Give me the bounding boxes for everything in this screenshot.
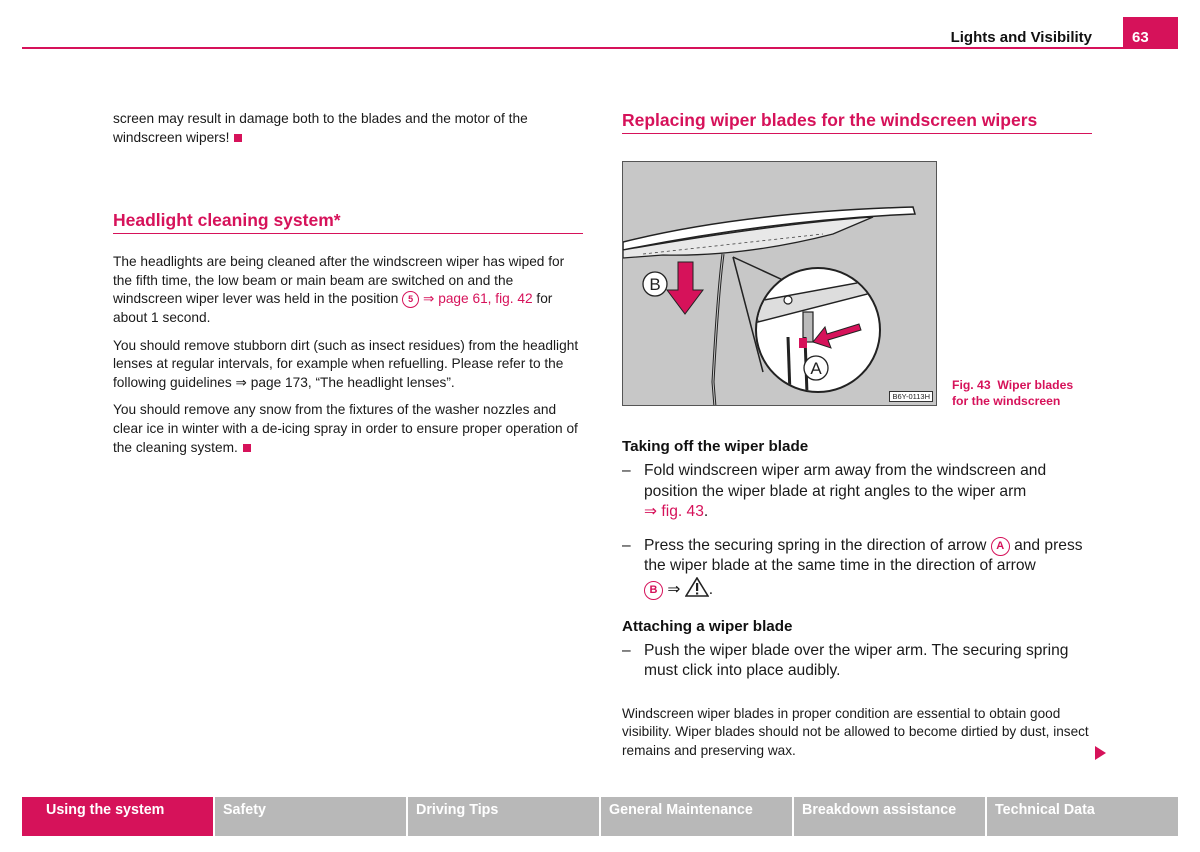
step-dash: – — [622, 641, 631, 659]
attaching-title: Attaching a wiper blade — [622, 617, 793, 635]
figure-caption — [952, 378, 1092, 409]
headlight-para-1-text: The headlights are being cleaned after the windscreen wiper has wiped for the fifth time, the low beam or main beam are switched on and the windscreen wiper lever was held in the position — [113, 254, 565, 307]
figure-caption-text: Wiper blades for the windscreen — [952, 378, 1074, 408]
instructions — [622, 438, 1092, 761]
intro-paragraph — [113, 110, 583, 147]
right-column — [622, 110, 1092, 758]
taking-off-step-2-text-b: and press the wiper blade at the same time in the direction of arrow — [644, 536, 1083, 575]
tab-technical-data[interactable]: Technical Data — [987, 797, 1178, 836]
section-end-mark — [234, 134, 242, 142]
position-5-symbol: 5 — [402, 291, 419, 308]
arrow-b-symbol: B — [644, 581, 663, 600]
tab-general-maintenance[interactable]: General Maintenance — [601, 797, 792, 836]
tab-breakdown-assistance[interactable]: Breakdown assistance — [794, 797, 985, 836]
wiper-blade-figure — [622, 161, 937, 406]
headlight-para-2: You should remove stubborn dirt (such as insect residues) from the headlight lenses at regular intervals, for example when refuelling. Please refer to the following guidelines ⇒ page 173, “The headlight lenses”. — [113, 337, 579, 390]
page-number: 63 — [1123, 17, 1178, 49]
headlight-para-3-text: You should remove any snow from the fixtures of the washer nozzles and clear ice in winter with a de-icing spray in order to ensure proper operation of the cleaning system. — [113, 402, 578, 455]
figure-label-a: A — [810, 359, 822, 378]
fig-43-link[interactable]: ⇒ fig. 43 — [644, 503, 704, 521]
footer-nav — [22, 797, 1178, 836]
attaching-step-1-text: Push the wiper blade over the wiper arm. The securing spring must click into place audibly. — [644, 641, 1069, 680]
page-61-link[interactable]: ⇒ page 61, fig. 42 — [422, 291, 533, 307]
wiper-blades-heading: Replacing wiper blades for the windscreen wipers — [622, 110, 1092, 134]
figure-caption-number: Fig. 43 — [952, 378, 991, 392]
attaching-step-1 — [622, 641, 1092, 682]
headlight-para-1 — [113, 253, 583, 327]
headlight-cleaning-heading: Headlight cleaning system* — [113, 210, 583, 234]
tab-using-the-system[interactable]: Using the system — [22, 797, 213, 836]
taking-off-step-1: – Fold windscreen wiper arm away from the windscreen and position the wiper blade at right angles to the wiper arm ⇒ fig. 43. — [622, 462, 1047, 521]
step-dash: – — [622, 462, 631, 479]
intro-text: screen may result in damage both to the blades and the motor of the windscreen wipers! — [113, 111, 528, 145]
section-title: Lights and Visibility — [950, 29, 1092, 46]
headlight-para-3 — [113, 401, 583, 457]
section-end-mark — [243, 444, 251, 452]
arrow-a-symbol: A — [991, 537, 1010, 556]
header-rule — [22, 47, 1178, 49]
wiper-note: Windscreen wiper blades in proper condition are essential to obtain good visibility. Wiper blades should not be allowed to become dirtied by dust, insect remains and preserving wax. — [622, 705, 1089, 758]
warning-triangle-icon[interactable] — [685, 577, 709, 597]
left-column — [113, 110, 583, 466]
warning-arrow: ⇒ — [667, 580, 681, 598]
tab-safety[interactable]: Safety — [215, 797, 406, 836]
figure-label-b: B — [649, 275, 661, 294]
taking-off-title: Taking off the wiper blade — [622, 438, 809, 455]
tab-driving-tips[interactable]: Driving Tips — [408, 797, 599, 836]
taking-off-step-1-text: Fold windscreen wiper arm away from the windscreen and position the wiper blade at right angles to the wiper arm — [644, 462, 1047, 500]
figure-code: B6Y-0113H — [889, 391, 933, 402]
next-page-arrow-icon[interactable] — [1095, 746, 1106, 760]
step-dash: – — [622, 536, 631, 554]
taking-off-step-2: – Press the securing spring in the direction of arrow A and press the wiper blade at the same time in the direction of arrow B ⇒ . — [622, 536, 1083, 598]
wiper-blade-illustration — [623, 162, 937, 406]
headlight-para-1-tail: for about 1 second. — [113, 291, 553, 325]
taking-off-step-2-text-a: Press the securing spring in the direction of arrow — [644, 536, 987, 554]
